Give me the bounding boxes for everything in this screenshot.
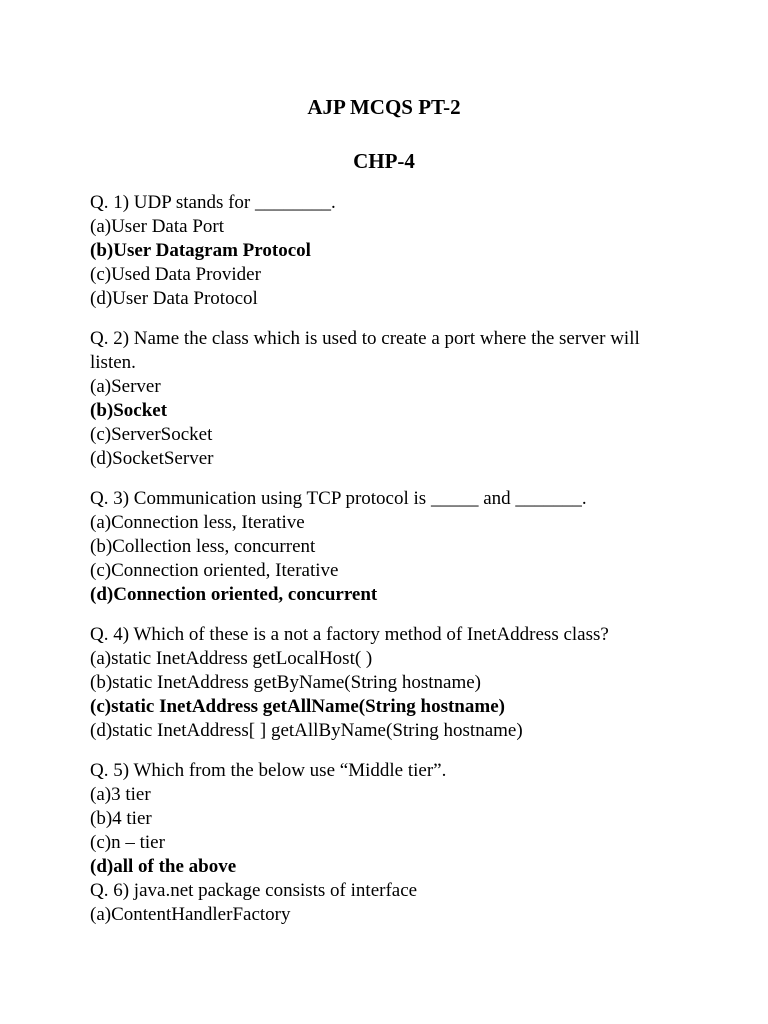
option-a: (a)3 tier [90,784,151,805]
option-b: (b)4 tier [90,808,152,829]
option-c: (c)n – tier [90,832,165,853]
question-3 [90,487,690,607]
option-d: (d)static InetAddress[ ] getAllByName(String hostname) [90,720,523,741]
question-text: Q. 4) Which of these is a not a factory method of InetAddress class? [90,624,609,645]
option-d: (d)SocketServer [90,448,214,469]
option-a: (a)Connection less, Iterative [90,512,305,533]
option-d-answer: (d)Connection oriented, concurrent [90,584,378,605]
option-b: (b)static InetAddress getByName(String hostname) [90,672,481,693]
option-b-answer: (b)Socket [90,400,168,421]
question-5 [90,759,690,879]
option-d-answer: (d)all of the above [90,856,237,877]
question-text: Q. 6) java.net package consists of interface [90,880,418,901]
option-a: (a)ContentHandlerFactory [90,904,291,925]
option-a: (a)Server [90,376,161,397]
question-4 [90,623,690,743]
question-list [90,191,690,927]
option-a: (a)static InetAddress getLocalHost( ) [90,648,373,669]
document-title: AJP MCQS PT-2 [307,95,461,119]
question-text: Q. 3) Communication using TCP protocol is _____ and _______. [90,488,587,509]
question-1 [90,191,690,311]
option-c: (c)ServerSocket [90,424,213,445]
option-d: (d)User Data Protocol [90,288,258,309]
option-a: (a)User Data Port [90,216,225,237]
question-2 [90,327,690,471]
option-c-answer: (c)static InetAddress getAllName(String hostname) [90,696,505,717]
question-text: Q. 1) UDP stands for ________. [90,192,336,213]
question-text: Q. 2) Name the class which is used to create a port where the server will listen. [90,328,640,373]
option-b-answer: (b)User Datagram Protocol [90,240,311,261]
option-c: (c)Connection oriented, Iterative [90,560,339,581]
chapter-heading: CHP-4 [353,149,415,173]
question-text: Q. 5) Which from the below use “Middle tier”. [90,760,447,781]
question-6 [90,879,690,927]
option-c: (c)Used Data Provider [90,264,261,285]
option-b: (b)Collection less, concurrent [90,536,316,557]
